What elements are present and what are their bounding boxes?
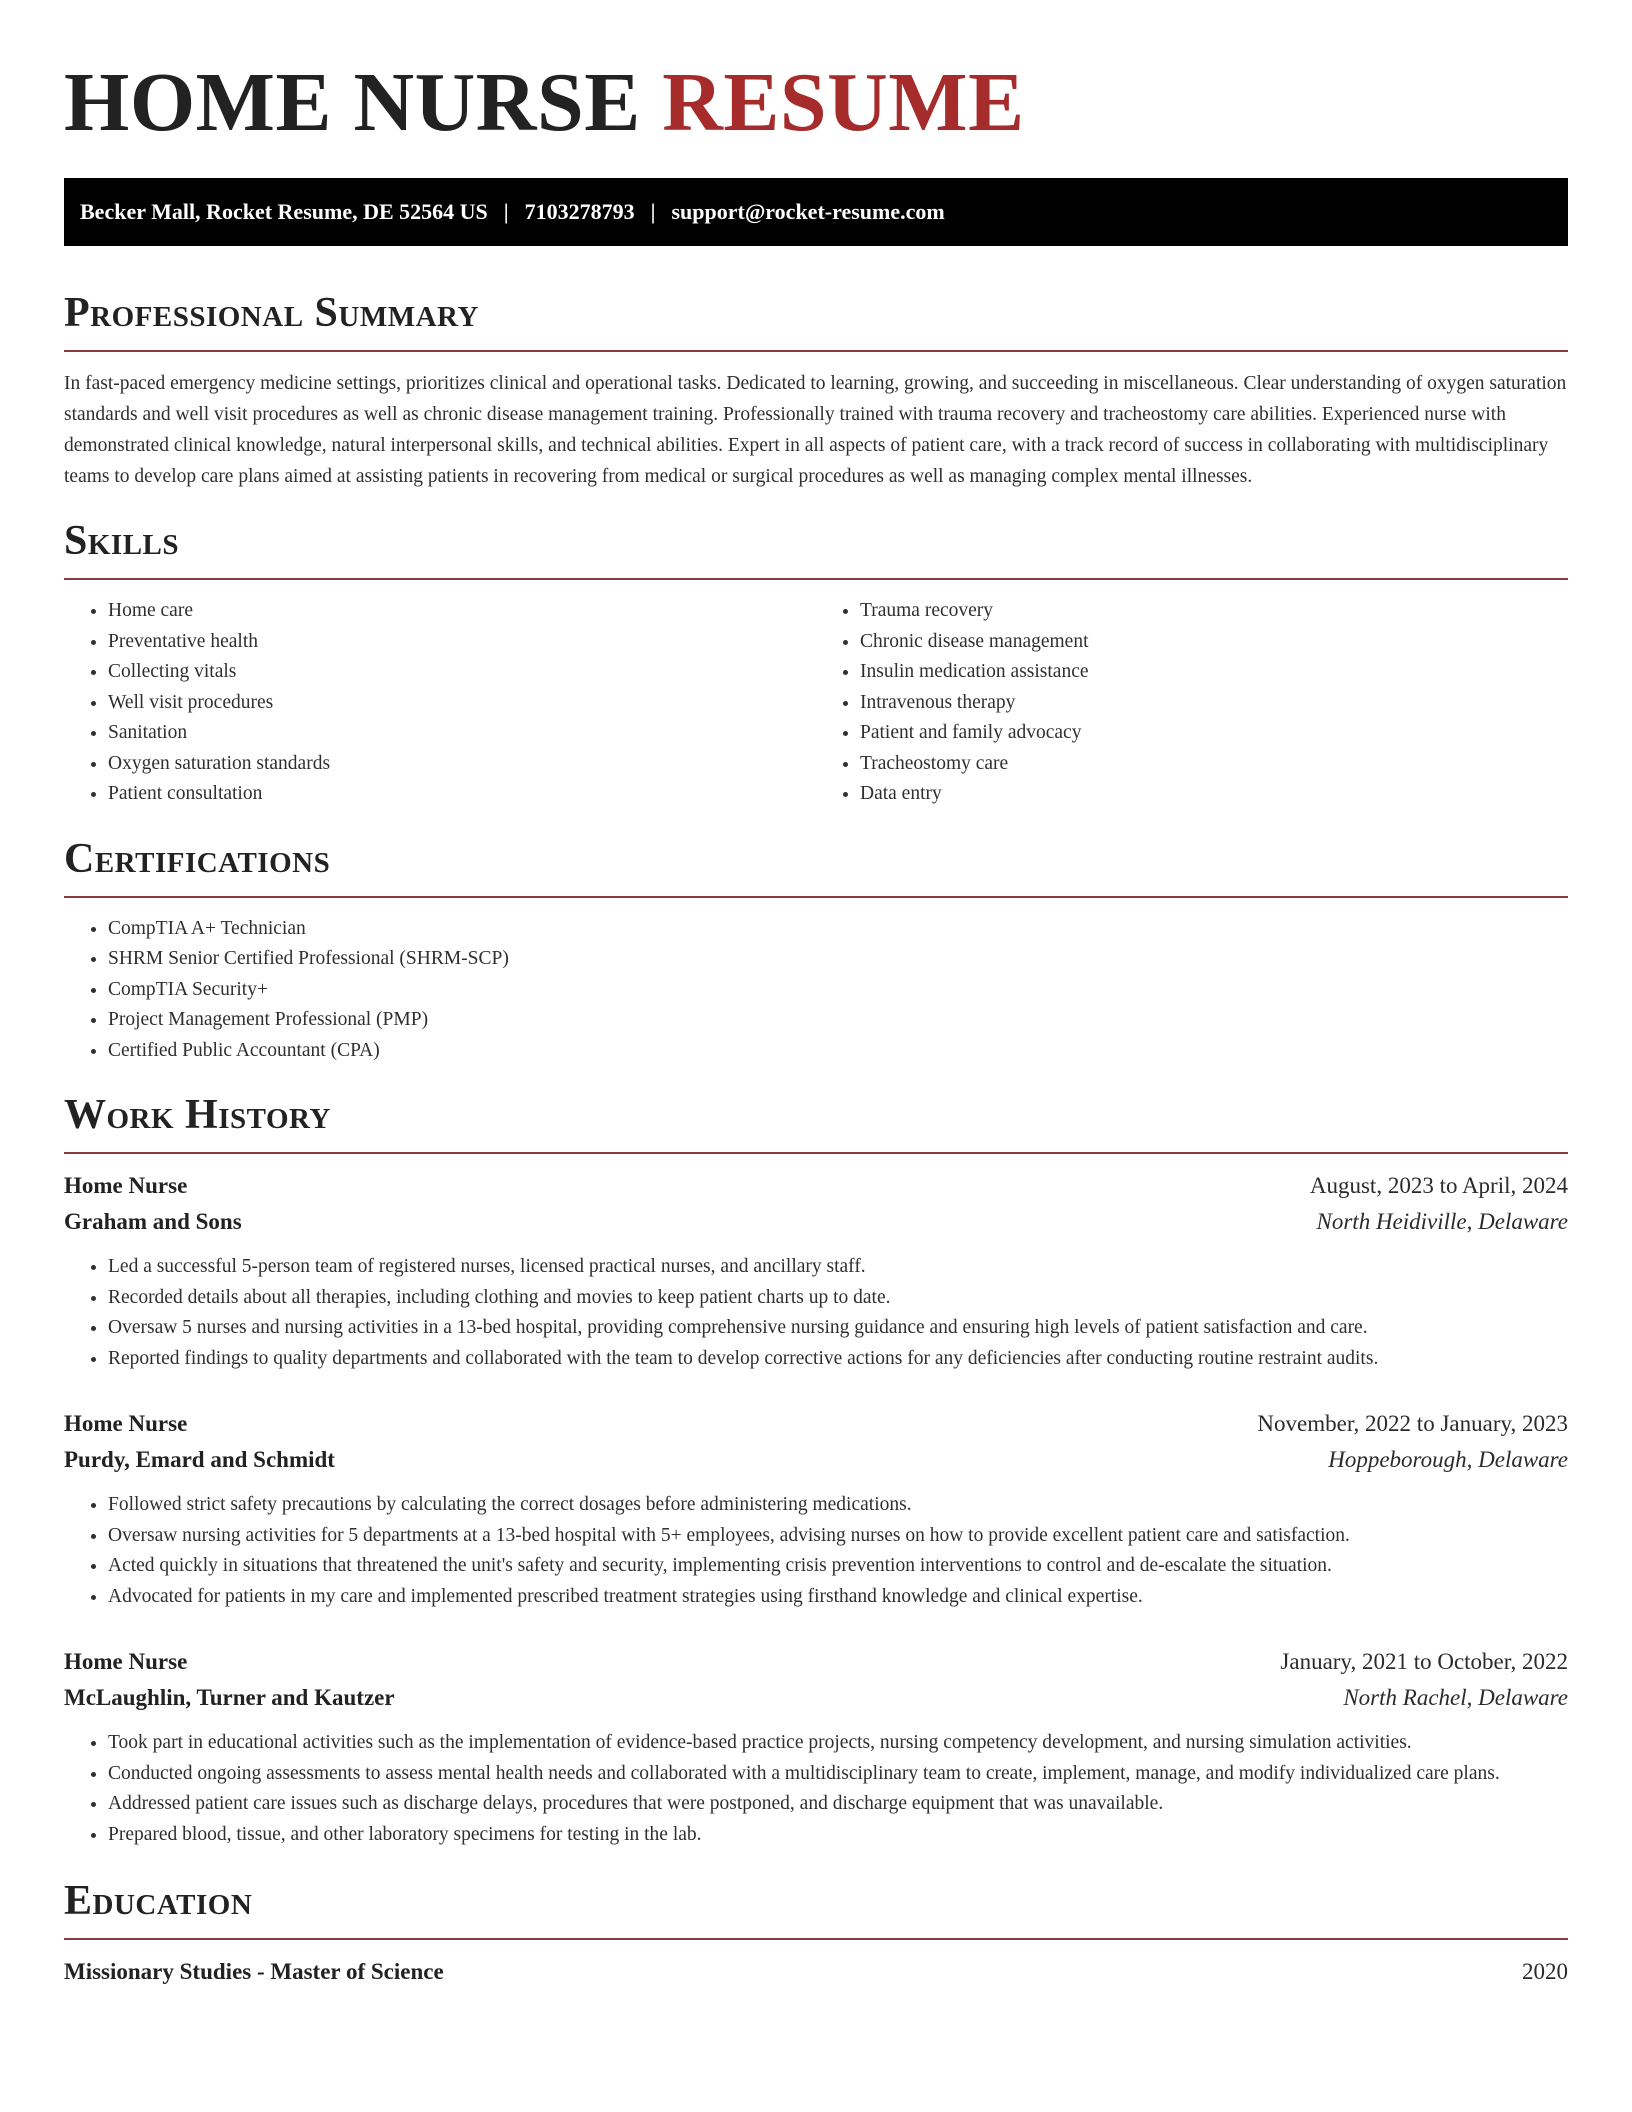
job-bullet: • Advocated for patients in my care and implemented prescribed treatment strategies using firsthand knowledge and clinical expertise. — [108, 1582, 1568, 1613]
job-location: Hoppeborough, Delaware — [1328, 1447, 1568, 1472]
skill-item: • Sanitation — [108, 718, 816, 749]
job-bullet: • Took part in educational activities such as the implementation of evidence-based practice projects, nursing competency development, and nursing simulation activities. — [108, 1728, 1568, 1759]
skill-item: • Well visit procedures — [108, 688, 816, 719]
job-bullets — [64, 1252, 1568, 1374]
skill-item: • Home care — [108, 596, 816, 627]
skill-item: • Patient and family advocacy — [860, 718, 1568, 749]
skill-item: • Intravenous therapy — [860, 688, 1568, 719]
job-company: Purdy, Emard and Schmidt — [64, 1447, 335, 1472]
job-company-row — [64, 1204, 1568, 1240]
contact-separator: | — [503, 199, 509, 224]
title-main: HOME NURSE — [64, 56, 641, 149]
job-bullet: • Led a successful 5-person team of registered nurses, licensed practical nurses, and ancillary staff. — [108, 1252, 1568, 1283]
job-dates: January, 2021 to October, 2022 — [1280, 1649, 1568, 1674]
certification-item: • CompTIA Security+ — [108, 975, 1568, 1006]
work-heading: Work History — [64, 1092, 1568, 1154]
skill-item: • Collecting vitals — [108, 657, 816, 688]
title-accent: RESUME — [662, 56, 1025, 149]
job-entry — [64, 1168, 1568, 1374]
job-bullet: • Acted quickly in situations that threatened the unit's safety and security, implementing crisis prevention interventions to control and de-escalate the situation. — [108, 1551, 1568, 1582]
job-header-row — [64, 1168, 1568, 1204]
job-location: North Heidiville, Delaware — [1316, 1209, 1568, 1234]
job-company: McLaughlin, Turner and Kautzer — [64, 1685, 395, 1710]
certification-item: • SHRM Senior Certified Professional (SHRM-SCP) — [108, 944, 1568, 975]
education-year: 2020 — [1522, 1959, 1568, 1984]
contact-address: Becker Mall, Rocket Resume, DE 52564 US — [80, 199, 488, 224]
summary-heading: Professional Summary — [64, 290, 1568, 352]
skills-list-right — [816, 596, 1568, 810]
job-bullet: • Followed strict safety precautions by calculating the correct dosages before administering medications. — [108, 1490, 1568, 1521]
job-role: Home Nurse — [64, 1173, 188, 1198]
job-company-row — [64, 1442, 1568, 1478]
job-bullet: • Recorded details about all therapies, including clothing and movies to keep patient charts up to date. — [108, 1283, 1568, 1314]
education-entry — [64, 1954, 1568, 1990]
certifications-section — [64, 836, 1568, 1067]
contact-phone: 7103278793 — [524, 199, 635, 224]
skill-item: • Preventative health — [108, 627, 816, 658]
page-title — [64, 54, 1568, 152]
work-section — [64, 1092, 1568, 1850]
skills-list-left — [64, 596, 816, 810]
skill-item: • Trauma recovery — [860, 596, 1568, 627]
job-header-row — [64, 1644, 1568, 1680]
certification-item: • Project Management Professional (PMP) — [108, 1005, 1568, 1036]
education-section — [64, 1878, 1568, 1990]
skill-item: • Tracheostomy care — [860, 749, 1568, 780]
skill-item: • Insulin medication assistance — [860, 657, 1568, 688]
job-bullets — [64, 1728, 1568, 1850]
job-bullet: • Conducted ongoing assessments to assess mental health needs and collaborated with a multidisciplinary team to create, implement, manage, and modify individualized care plans. — [108, 1759, 1568, 1790]
skills-section — [64, 518, 1568, 810]
job-bullet: • Prepared blood, tissue, and other laboratory specimens for testing in the lab. — [108, 1820, 1568, 1851]
contact-separator: | — [650, 199, 656, 224]
certification-item: • CompTIA A+ Technician — [108, 914, 1568, 945]
job-entry — [64, 1644, 1568, 1850]
job-bullet: • Reported findings to quality departments and collaborated with the team to develop corrective actions for any deficiencies after conducting routine restraint audits. — [108, 1344, 1568, 1375]
education-degree: Missionary Studies - Master of Science — [64, 1959, 444, 1984]
job-dates: August, 2023 to April, 2024 — [1309, 1173, 1568, 1198]
skill-item: • Oxygen saturation standards — [108, 749, 816, 780]
job-entry — [64, 1406, 1568, 1612]
certification-item: • Certified Public Accountant (CPA) — [108, 1036, 1568, 1067]
job-dates: November, 2022 to January, 2023 — [1257, 1411, 1568, 1436]
job-bullet: • Addressed patient care issues such as discharge delays, procedures that were postponed, and discharge equipment that was unavailable. — [108, 1789, 1568, 1820]
skill-item: • Data entry — [860, 779, 1568, 810]
skills-heading: Skills — [64, 518, 1568, 580]
job-company: Graham and Sons — [64, 1209, 242, 1234]
skills-columns — [64, 580, 1568, 810]
skill-item: • Patient consultation — [108, 779, 816, 810]
certifications-list — [64, 914, 1568, 1067]
education-row — [64, 1954, 1568, 1990]
skill-item: • Chronic disease management — [860, 627, 1568, 658]
job-bullet: • Oversaw nursing activities for 5 departments at a 13-bed hospital with 5+ employees, advising nurses on how to provide excellent patient care and satisfaction. — [108, 1521, 1568, 1552]
job-header-row — [64, 1406, 1568, 1442]
job-role: Home Nurse — [64, 1411, 188, 1436]
job-bullets — [64, 1490, 1568, 1612]
summary-text: In fast-paced emergency medicine settings, prioritizes clinical and operational tasks. Dedicated to learning, growing, and succeeding in miscellaneous. Clear understanding of oxygen saturation standards and well visit procedures as well as chronic disease management training. Professionally trained with trauma recovery and tracheostomy care abilities. Experienced nurse with demonstrated clinical knowledge, natural interpersonal skills, and technical abilities. Expert in all aspects of patient care, with a track record of success in collaborating with multidisciplinary teams to develop care plans aimed at assisting patients in recovering from medical or surgical procedures as well as managing complex mental illnesses. — [64, 373, 1567, 487]
job-bullet: • Oversaw 5 nurses and nursing activities in a 13-bed hospital, providing comprehensive nursing guidance and ensuring high levels of patient satisfaction and care. — [108, 1313, 1568, 1344]
contact-email: support@rocket-resume.com — [671, 199, 945, 224]
job-role: Home Nurse — [64, 1649, 188, 1674]
summary-section — [64, 290, 1568, 492]
resume-content — [64, 0, 1568, 1990]
education-heading: Education — [64, 1878, 1568, 1940]
contact-bar — [64, 178, 1568, 246]
job-location: North Rachel, Delaware — [1343, 1685, 1568, 1710]
job-company-row — [64, 1680, 1568, 1716]
certifications-heading: Certifications — [64, 836, 1568, 898]
